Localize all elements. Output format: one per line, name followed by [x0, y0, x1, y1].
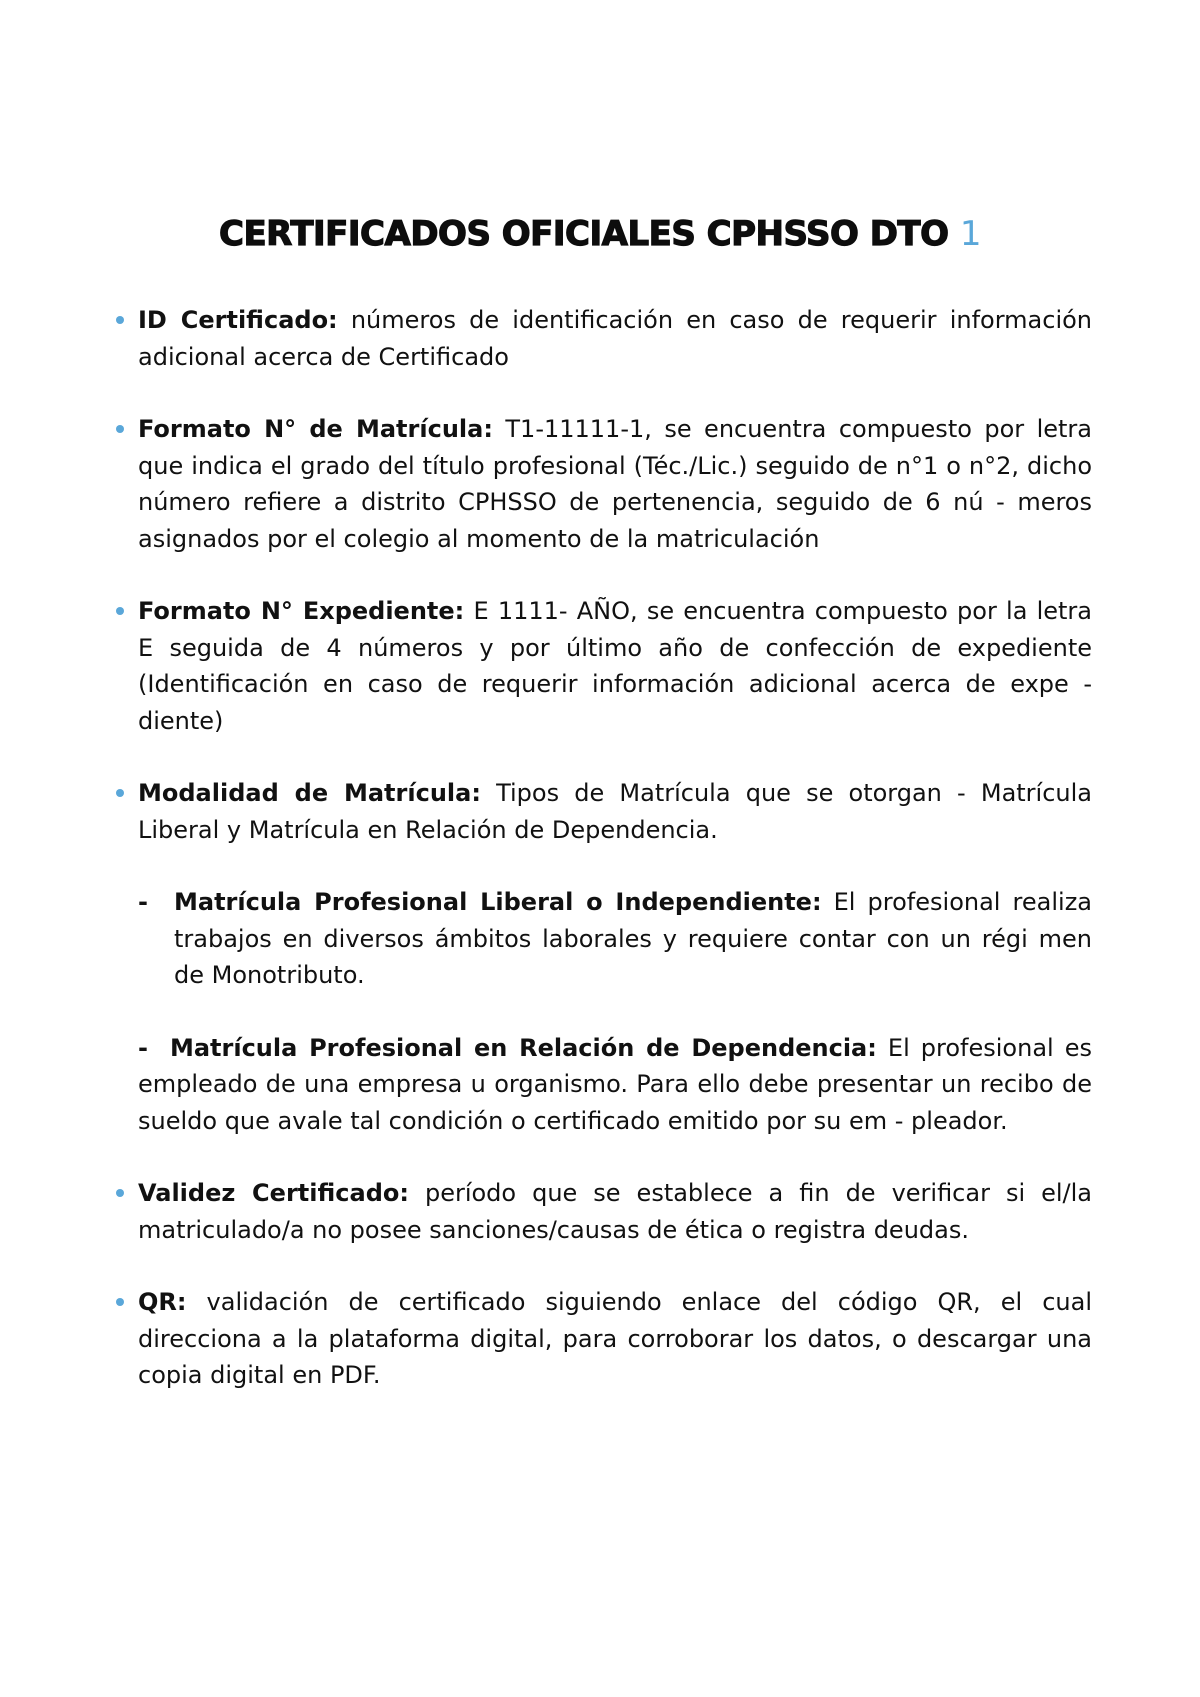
sub-item-text: El profesional realiza trabajos en diversos ámbitos laborales y requiere contar con un régi men de Monotributo.	[174, 888, 1092, 989]
list-item-modalidad-matricula	[116, 775, 1092, 848]
dash-marker: -	[138, 1033, 148, 1062]
bullet-icon	[116, 425, 124, 433]
list-item-id-certificado	[116, 302, 1092, 375]
item-label: Formato N° Expediente:	[138, 597, 465, 625]
sub-item-label: Matrícula Profesional Liberal o Independiente:	[174, 888, 822, 916]
list-item-formato-matricula	[116, 411, 1092, 557]
item-text: período que se establece a fin de verificar si el/la matriculado/a no posee sanciones/causas de ética o registra deudas.	[138, 1179, 1093, 1244]
item-label: Validez Certificado:	[138, 1179, 409, 1207]
sub-item-matricula-dependencia	[116, 1030, 1092, 1140]
definitions-list	[116, 302, 1092, 1430]
item-text: validación de certificado siguiendo enlace del código QR, el cual direcciona a la plataforma digital, para corroborar los datos, o descargar una copia digital en PDF.	[138, 1288, 1092, 1389]
title-number: 1	[959, 214, 981, 254]
list-item-qr	[116, 1284, 1092, 1394]
bullet-icon	[116, 607, 124, 615]
item-text: T1-11111-1, se encuentra compuesto por letra que indica el grado del título profesional (Téc./Lic.) seguido de n°1 o n°2, dicho número refiere a distrito CPHSSO de pertenencia, seguido de 6 nú - meros asignados por el colegio al momento de la matriculación	[138, 415, 1093, 553]
list-item-validez-certificado	[116, 1175, 1092, 1248]
bullet-icon	[116, 316, 124, 324]
item-text: números de identificación en caso de requerir información adicional acerca de Certificado	[138, 306, 1093, 371]
item-label: ID Certificado:	[138, 306, 338, 334]
item-label: Modalidad de Matrícula:	[138, 779, 481, 807]
sub-item-text: El profesional es empleado de una empresa u organismo. Para ello debe presentar un recibo de sueldo que avale tal condición o certificado emitido por su em - pleador.	[138, 1033, 1092, 1135]
item-label: Formato N° de Matrícula:	[138, 415, 493, 443]
item-label: QR:	[138, 1288, 187, 1316]
item-text: Tipos de Matrícula que se otorgan - Matrícula Liberal y Matrícula en Relación de Dependencia.	[138, 779, 1093, 844]
bullet-icon	[116, 1189, 124, 1197]
list-item-formato-expediente	[116, 593, 1092, 739]
page-title	[0, 214, 1200, 254]
sub-item-matricula-liberal	[116, 884, 1092, 994]
title-main: CERTIFICADOS OFICIALES CPHSSO DTO	[219, 214, 949, 254]
bullet-icon	[116, 1298, 124, 1306]
item-text: E 1111- AÑO, se encuentra compuesto por la letra E seguida de 4 números y por último año de confección de expediente (Identificación en caso de requerir información adicional acerca de expe - diente)	[138, 597, 1093, 735]
sub-item-label: Matrícula Profesional en Relación de Dependencia:	[169, 1033, 877, 1062]
bullet-icon	[116, 789, 124, 797]
dash-marker: -	[138, 888, 148, 916]
